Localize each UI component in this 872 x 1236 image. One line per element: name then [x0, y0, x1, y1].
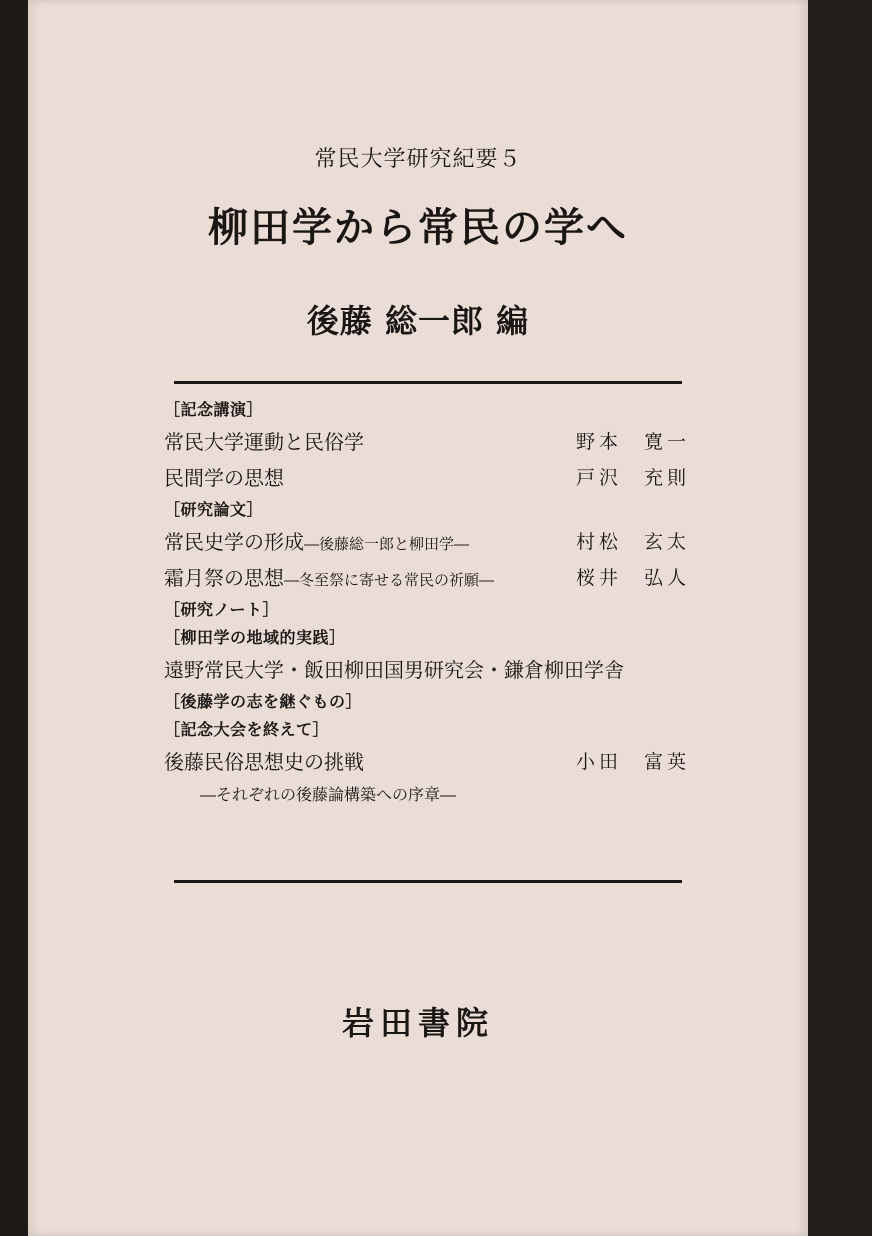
section-heading: ［研究ノート］ — [164, 600, 280, 619]
author-family: 野本 — [575, 431, 622, 453]
entry-title: 霜月祭の思想 — [164, 566, 284, 590]
entry-author — [576, 524, 690, 560]
top-rule — [174, 381, 682, 384]
section-heading: ［後藤学の志を継ぐもの］ — [164, 692, 363, 711]
entry-subtitle: ―冬至祭に寄せる常民の祈願― — [284, 571, 495, 589]
series-title: 常民大学研究紀要５ — [314, 147, 522, 172]
entry-title: 常民大学運動と民俗学 — [164, 430, 364, 454]
toc-entry — [164, 560, 690, 596]
author-family: 戸沢 — [575, 467, 622, 489]
toc-entry — [164, 524, 690, 560]
entry-title: 民間学の思想 — [164, 466, 284, 490]
entry-author — [576, 424, 690, 460]
entry-subtitle: ―後藤総一郎と柳田学― — [304, 535, 470, 553]
entry-author — [576, 460, 690, 496]
background-edge — [808, 0, 872, 1236]
editor-credit: 後藤 総一郎 編 — [306, 302, 530, 340]
toc-entry — [164, 460, 690, 496]
author-given: 弘人 — [643, 567, 690, 589]
book-cover — [28, 0, 808, 1236]
section-heading: ［研究論文］ — [164, 500, 264, 519]
entry-author — [576, 744, 690, 780]
section-heading: ［柳田学の地域的実践］ — [164, 628, 346, 647]
author-given: 充則 — [643, 467, 690, 489]
entry-subtitle: ―それぞれの後藤論構築への序章― — [200, 785, 457, 804]
author-given: 玄太 — [643, 531, 690, 553]
entry-author — [576, 560, 690, 596]
entry-title: 遠野常民大学・飯田柳田国男研究会・鎌倉柳田学舎 — [164, 658, 624, 682]
toc-entry — [164, 652, 690, 688]
author-given: 富英 — [643, 751, 690, 773]
author-given: 寛一 — [643, 431, 690, 453]
table-of-contents — [164, 396, 690, 810]
entry-title: 後藤民俗思想史の挑戦 — [164, 750, 364, 774]
section-heading: ［記念大会を終えて］ — [164, 720, 330, 739]
toc-entry — [164, 424, 690, 460]
section-heading: ［記念講演］ — [164, 400, 264, 419]
book-title: 柳田学から常民の学へ — [208, 204, 628, 251]
author-family: 小田 — [575, 751, 622, 773]
author-family: 桜井 — [575, 567, 622, 589]
publisher-name: 岩田書院 — [341, 1004, 494, 1042]
entry-title: 常民史学の形成 — [164, 530, 304, 554]
toc-entry — [164, 744, 690, 780]
author-family: 村松 — [575, 531, 622, 553]
bottom-rule — [174, 880, 682, 883]
